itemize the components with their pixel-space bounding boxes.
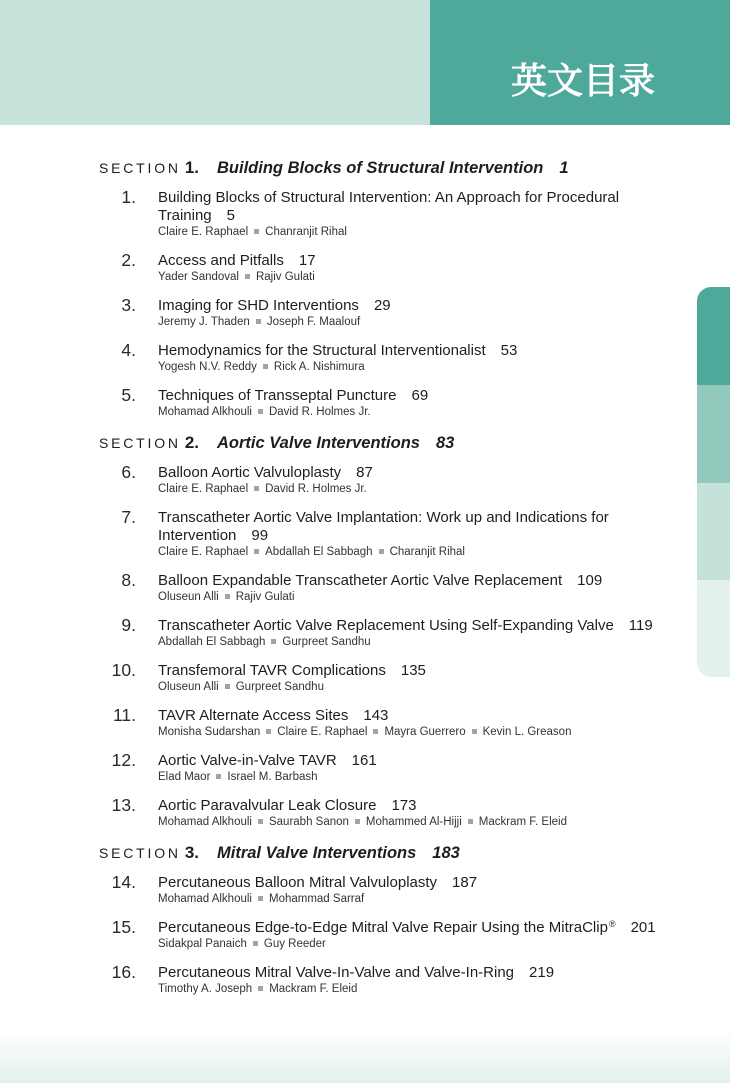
- author-separator-square: [254, 229, 259, 234]
- chapter-entry: [0, 297, 697, 330]
- chapter-number: 10.: [111, 660, 136, 680]
- author-separator-square: [254, 486, 259, 491]
- chapter-entry: [0, 874, 697, 907]
- chapter-title: Imaging for SHD Interventions: [158, 297, 359, 314]
- chapter-title: Balloon Aortic Valvuloplasty: [158, 464, 342, 481]
- chapter-page-number: 143: [363, 707, 389, 724]
- author-separator-square: [472, 729, 477, 734]
- author-name: Rajiv Gulati: [235, 591, 295, 603]
- author-name: David R. Holmes Jr.: [265, 483, 367, 495]
- header-title-panel: [430, 0, 730, 125]
- chapter-title: Aortic Valve-in-Valve TAVR: [158, 752, 337, 769]
- chapter-authors: [158, 405, 668, 420]
- chapter-body: [158, 189, 668, 240]
- chapter-number: 5.: [121, 385, 136, 405]
- section-label: SECTION: [99, 435, 181, 451]
- chapter-title: TAVR Alternate Access Sites: [158, 707, 349, 724]
- chapter-entry: [0, 707, 697, 740]
- chapter-body: [158, 707, 668, 740]
- chapter-entry: [0, 464, 697, 497]
- chapter-entry: [0, 342, 697, 375]
- chapter-body: [158, 874, 668, 907]
- chapter-page-number: 5: [226, 207, 235, 224]
- chapter-body: [158, 509, 668, 560]
- chapter-title: Percutaneous Edge-to-Edge Mitral Valve Repair Using the MitraClip: [158, 919, 608, 936]
- chapter-title-line: [158, 797, 668, 815]
- thumb-tab-1: [697, 287, 730, 385]
- chapter-title: Balloon Expandable Transcatheter Aortic Valve Replacement: [158, 572, 563, 589]
- chapter-body: [158, 617, 668, 650]
- chapter-entry: [0, 572, 697, 605]
- section-title: Aortic Valve Interventions: [217, 434, 420, 452]
- chapter-page-number: 219: [529, 964, 555, 981]
- author-name: Mohamad Alkhouli: [158, 406, 252, 418]
- author-name: Jeremy J. Thaden: [158, 316, 250, 328]
- chapter-authors: [158, 892, 668, 907]
- chapter-body: [158, 342, 668, 375]
- author-separator-square: [468, 819, 473, 824]
- chapter-title: Transcatheter Aortic Valve Replacement Using Self-Expanding Valve: [158, 617, 614, 634]
- chapter-title-line: [158, 387, 668, 405]
- chapter-page-number: 173: [391, 797, 417, 814]
- chapter-body: [158, 572, 668, 605]
- chapter-authors: [158, 725, 668, 740]
- author-name: Claire E. Raphael: [158, 226, 249, 238]
- author-name: Claire E. Raphael: [158, 483, 249, 495]
- chapter-number: 14.: [111, 872, 136, 892]
- chapter-entry: [0, 964, 697, 997]
- author-name: Saurabh Sanon: [268, 816, 349, 828]
- chapter-number: 12.: [111, 750, 136, 770]
- thumb-tab-3: [697, 483, 730, 580]
- chapter-title-line: [158, 342, 668, 360]
- author-name: Mayra Guerrero: [384, 726, 466, 738]
- chapter-page-number: 201: [630, 919, 656, 936]
- author-name: Monisha Sudarshan: [158, 726, 261, 738]
- section-page-number: 183: [432, 844, 460, 862]
- chapter-title: Percutaneous Balloon Mitral Valvuloplasty: [158, 874, 438, 891]
- author-name: Guy Reeder: [263, 938, 326, 950]
- chapter-authors: [158, 680, 668, 695]
- chapter-authors: [158, 590, 668, 605]
- chapter-authors: [158, 315, 668, 330]
- author-name: Oluseun Alli: [158, 591, 219, 603]
- chapter-title-line: [158, 509, 668, 545]
- chapter-entry: [0, 509, 697, 560]
- page-header-band: [0, 0, 730, 125]
- chapter-authors: [158, 545, 668, 560]
- author-separator-square: [379, 549, 384, 554]
- author-separator-square: [253, 941, 258, 946]
- chapter-title: Techniques of Transseptal Puncture: [158, 387, 397, 404]
- chapter-entry: [0, 662, 697, 695]
- author-name: Mohammed Al-Hijji: [365, 816, 462, 828]
- chapter-number: 13.: [111, 795, 136, 815]
- chapter-title: Access and Pitfalls: [158, 252, 284, 269]
- chapter-body: [158, 752, 668, 785]
- chapter-page-number: 119: [628, 617, 653, 634]
- author-separator-square: [225, 684, 230, 689]
- chapter-authors: [158, 815, 668, 830]
- author-name: Mackram F. Eleid: [269, 983, 358, 995]
- author-name: Gurpreet Sandhu: [235, 681, 324, 693]
- chapter-page-number: 87: [356, 464, 373, 481]
- author-name: Yader Sandoval: [158, 271, 239, 283]
- author-name: Rick A. Nishimura: [273, 361, 365, 373]
- author-separator-square: [254, 549, 259, 554]
- author-name: Gurpreet Sandhu: [282, 636, 371, 648]
- author-name: Mohammad Sarraf: [268, 893, 365, 905]
- chapter-number: 15.: [111, 917, 136, 937]
- chapter-title-line: [158, 752, 668, 770]
- section-title: Mitral Valve Interventions: [217, 844, 417, 862]
- thumb-tab-4: [697, 580, 730, 677]
- chapter-number: 8.: [121, 570, 136, 590]
- chapter-page-number: 69: [411, 387, 429, 404]
- chapter-page-number: 187: [452, 874, 478, 891]
- section-title: Building Blocks of Structural Intervention: [217, 159, 544, 177]
- chapter-title-line: [158, 572, 668, 590]
- author-separator-square: [256, 319, 261, 324]
- author-name: Mohamad Alkhouli: [158, 816, 252, 828]
- chapter-number: 6.: [121, 462, 136, 482]
- chapter-entry: [0, 189, 697, 240]
- bottom-decorative-band: [0, 1030, 730, 1083]
- author-name: Mackram F. Eleid: [478, 816, 567, 828]
- chapter-body: [158, 464, 668, 497]
- chapter-title-line: [158, 919, 668, 937]
- author-separator-square: [216, 774, 221, 779]
- author-separator-square: [258, 409, 263, 414]
- chapter-authors: [158, 225, 668, 240]
- chapter-number: 3.: [121, 295, 136, 315]
- header-light-panel: [0, 0, 430, 125]
- chapter-number: 2.: [121, 250, 136, 270]
- chapter-number: 11.: [112, 705, 136, 725]
- chapter-body: [158, 919, 668, 952]
- chapter-page-number: 53: [500, 342, 518, 359]
- author-name: Claire E. Raphael: [277, 726, 368, 738]
- section-number: 2.: [184, 433, 200, 452]
- chapter-title-line: [158, 964, 668, 982]
- author-name: Oluseun Alli: [158, 681, 219, 693]
- chapter-number: 7.: [121, 507, 136, 527]
- author-name: Charanjit Rihal: [389, 546, 465, 558]
- chapter-title-line: [158, 297, 668, 315]
- author-name: David R. Holmes Jr.: [268, 406, 371, 418]
- chapter-authors: [158, 982, 668, 997]
- registered-mark: ®: [608, 919, 616, 929]
- author-name: Mohamad Alkhouli: [158, 893, 252, 905]
- chapter-title-line: [158, 662, 668, 680]
- author-name: Abdallah El Sabbagh: [158, 636, 266, 648]
- chapter-page-number: 161: [351, 752, 377, 769]
- chapter-body: [158, 662, 668, 695]
- author-separator-square: [373, 729, 378, 734]
- chapter-entry: [0, 387, 697, 420]
- chapter-authors: [158, 635, 668, 650]
- chapter-page-number: 135: [400, 662, 426, 679]
- thumb-tab-2: [697, 385, 730, 483]
- chapter-title: Transcatheter Aortic Valve Implantation: Work up and Indications for Intervention: [158, 509, 609, 544]
- chapter-entry: [0, 919, 697, 952]
- thumb-index-tabs: [697, 287, 730, 677]
- author-separator-square: [355, 819, 360, 824]
- chapter-page-number: 17: [298, 252, 316, 269]
- author-separator-square: [225, 594, 230, 599]
- chapter-number: 9.: [121, 615, 136, 635]
- chapter-title: Percutaneous Mitral Valve-In-Valve and Valve-In-Ring: [158, 964, 515, 981]
- author-separator-square: [258, 986, 263, 991]
- chapter-entry: [0, 617, 697, 650]
- chapter-authors: [158, 937, 668, 952]
- author-name: Chanranjit Rihal: [265, 226, 347, 238]
- chapter-body: [158, 252, 668, 285]
- section-heading: [0, 842, 697, 864]
- section-number: 3.: [184, 843, 200, 862]
- chapter-body: [158, 797, 668, 830]
- chapter-authors: [158, 482, 668, 497]
- author-separator-square: [271, 639, 276, 644]
- section-heading: [0, 157, 697, 179]
- section-number: 1.: [184, 158, 200, 177]
- author-name: Israel M. Barbash: [227, 771, 318, 783]
- chapter-title-line: [158, 617, 668, 635]
- chapter-page-number: 29: [373, 297, 391, 314]
- chapter-title: Transfemoral TAVR Complications: [158, 662, 386, 679]
- section-heading: [0, 432, 697, 454]
- author-separator-square: [266, 729, 271, 734]
- author-name: Timothy A. Joseph: [158, 983, 253, 995]
- table-of-contents: [0, 156, 697, 1009]
- author-separator-square: [258, 819, 263, 824]
- section-page-number: 83: [435, 434, 455, 452]
- author-name: Kevin L. Greason: [482, 726, 572, 738]
- header-title: 英文目录: [510, 61, 655, 102]
- chapter-body: [158, 297, 668, 330]
- chapter-page-number: 109: [577, 572, 603, 589]
- chapter-number: 1.: [121, 187, 136, 207]
- section-label: SECTION: [99, 845, 181, 861]
- chapter-title-line: [158, 874, 668, 892]
- chapter-page-number: 99: [251, 527, 269, 544]
- author-name: Yogesh N.V. Reddy: [158, 361, 257, 373]
- chapter-body: [158, 387, 668, 420]
- chapter-title-line: [158, 464, 668, 482]
- chapter-number: 4.: [121, 340, 136, 360]
- chapter-title-line: [158, 252, 668, 270]
- chapter-title-line: [158, 189, 668, 225]
- chapter-body: [158, 964, 668, 997]
- author-name: Joseph F. Maalouf: [266, 316, 361, 328]
- chapter-entry: [0, 797, 697, 830]
- chapter-entry: [0, 252, 697, 285]
- chapter-title-line: [158, 707, 668, 725]
- author-name: Elad Maor: [158, 771, 211, 783]
- chapter-authors: [158, 270, 668, 285]
- chapter-title: Hemodynamics for the Structural Interventionalist: [158, 342, 486, 359]
- chapter-entry: [0, 752, 697, 785]
- author-separator-square: [245, 274, 250, 279]
- chapter-title: Aortic Paravalvular Leak Closure: [158, 797, 377, 814]
- author-name: Abdallah El Sabbagh: [265, 546, 373, 558]
- chapter-authors: [158, 770, 668, 785]
- author-separator-square: [263, 364, 268, 369]
- chapter-authors: [158, 360, 668, 375]
- section-page-number: 1: [559, 159, 569, 177]
- section-label: SECTION: [99, 160, 181, 176]
- chapter-title: Building Blocks of Structural Intervention: An Approach for Procedural Training: [158, 189, 620, 224]
- author-name: Sidakpal Panaich: [158, 938, 247, 950]
- author-separator-square: [258, 896, 263, 901]
- author-name: Rajiv Gulati: [255, 271, 315, 283]
- author-name: Claire E. Raphael: [158, 546, 249, 558]
- chapter-number: 16.: [111, 962, 136, 982]
